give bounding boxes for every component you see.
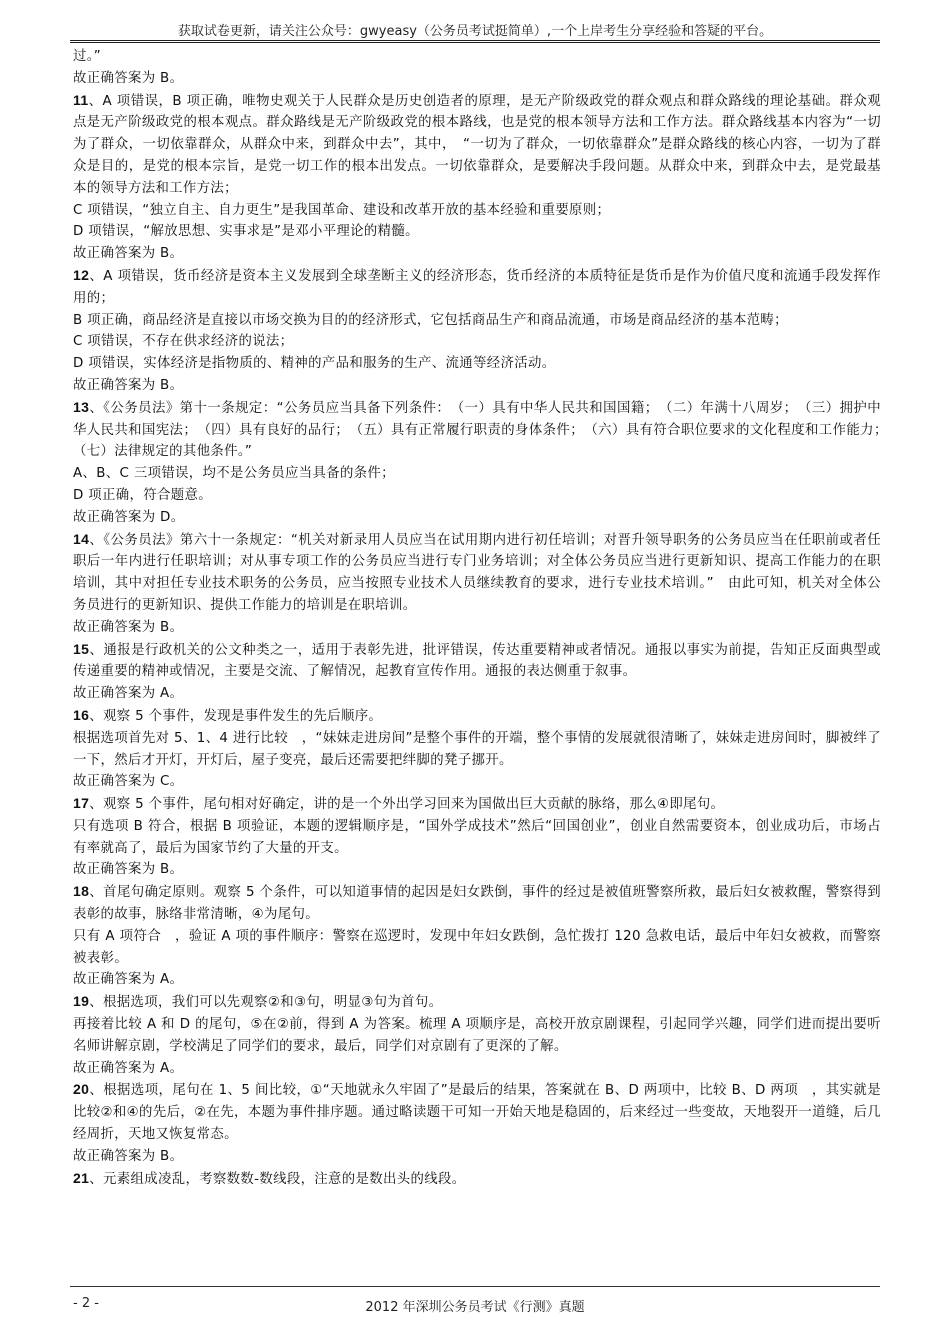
paragraph-text: 故正确答案为 A。	[73, 972, 184, 988]
explanation-line	[73, 926, 881, 970]
paragraph-text: D 项错误，实体经济是指物质的、精神的产品和服务的生产、流通等经济活动。	[73, 356, 556, 372]
explanation-line	[73, 1014, 881, 1058]
paragraph-text: 故正确答案为 B。	[73, 246, 184, 262]
question-number: 17	[73, 795, 90, 812]
paragraph-text: 故正确答案为 B。	[73, 619, 184, 635]
paragraph-text: C 项错误，“独立自主、自力更生”是我国革命、建设和改革开放的基本经验和重要原则；	[73, 202, 611, 218]
header-divider	[70, 40, 880, 43]
paragraph-text: 、首尾句确定原则。观察 5 个条件，可以知道事情的起因是妇女跌倒，事件的经过是被值班警察所救，最后妇女被救醒，警察得到表彰的故事，脉络非常清晰，④为尾句。	[73, 885, 881, 923]
footer-title: 2012 年深圳公务员考试《行测》真题	[365, 1300, 585, 1315]
explanation-line	[73, 485, 881, 507]
paragraph-text: 、观察 5 个事件，发现是事件发生的先后顺序。	[89, 708, 383, 724]
question-number: 14	[73, 530, 90, 547]
question-number: 12	[73, 266, 90, 283]
explanation-line	[73, 771, 881, 793]
paragraph-text: C 项错误，不存在供求经济的说法；	[73, 334, 294, 350]
explanation-line	[73, 200, 881, 222]
paragraph-text: 故正确答案为 B。	[73, 1148, 184, 1164]
paragraph-text: 、观察 5 个事件，尾句相对好确定，讲的是一个外出学习回来为国做出巨大贡献的脉络，那么④即尾句。	[89, 797, 725, 813]
header-notice: 获取试卷更新，请关注公众号：gwyeasy（公务员考试挺简单）,一个上岸考生分享经验和答疑的平台。	[177, 24, 773, 39]
paragraph-text: D 项错误，“解放思想、实事求是”是邓小平理论的精髓。	[73, 224, 419, 240]
explanation-line	[73, 375, 881, 397]
question-number: 15	[73, 640, 90, 657]
question-explanation	[73, 397, 895, 463]
question-explanation	[73, 265, 881, 310]
question-explanation	[73, 991, 881, 1014]
explanation-line	[73, 463, 881, 485]
explanation-line	[73, 46, 881, 68]
paragraph-text: 故正确答案为 A。	[73, 1060, 184, 1076]
paragraph-text: D 项正确，符合题意。	[73, 487, 212, 503]
question-explanation	[73, 90, 881, 200]
paragraph-text: 只有选项 B 符合，根据 B 项验证，本题的逻辑顺序是，“国外学成技术”然后“回国创业”，创业自然需要资本，创业成功后，市场占有率就高了，最后为国家节约了大量的开支。	[73, 818, 881, 856]
question-number: 21	[73, 1169, 90, 1186]
explanation-line	[73, 353, 881, 375]
question-explanation	[73, 1168, 881, 1191]
explanation-line	[73, 221, 881, 243]
paragraph-text: 再接着比较 A 和 D 的尾句，⑤在②前，得到 A 为答案。梳理 A 项顺序是，高校开放京剧课程，引起同学兴趣，同学们进而提出要听名师讲解京剧，学校满足了同学们的要求，最后，同学们对京剧有了更深的了解。	[73, 1017, 881, 1054]
question-explanation	[73, 639, 881, 684]
paragraph-text: B 项正确，商品经济是直接以市场交换为目的的经济形式，它包括商品生产和商品流通，市场是商品经济的基本范畴；	[73, 312, 788, 328]
paragraph-text: 故正确答案为 C。	[73, 774, 184, 790]
question-number: 13	[73, 398, 90, 415]
paragraph-text: 只有 A 项符合 ，验证 A 项的事件顺序：警察在巡逻时，发现中年妇女跌倒，急忙拨打 120 急救电话，最后中年妇女被救，而警察被表彰。	[73, 928, 881, 966]
explanation-line	[73, 1146, 881, 1168]
paragraph-text: 过。”	[73, 49, 102, 64]
question-explanation	[73, 705, 881, 728]
explanation-line	[73, 969, 881, 991]
answer-explanations	[73, 46, 895, 1190]
paragraph-text: 、根据选项，我们可以先观察②和③句，明显③句为首句。	[89, 995, 443, 1011]
question-number: 16	[73, 706, 90, 723]
explanation-line	[73, 331, 881, 353]
paragraph-text: 故正确答案为 B。	[73, 862, 184, 878]
question-explanation	[73, 1079, 881, 1145]
paragraph-text: 、A 项错误，B 项正确，唯物史观关于人民群众是历史创造者的原理，是无产阶级政党的群众观点和群众路线的理论基础。群众观点是无产阶级政党的根本观点。群众路线是无产阶级政党的根本路线，也是党的根本领导方法和工作方法。群众路线基本内容为“一切为了群众，一切依靠群众，从群众中来，到群众中去”，其中， “一切为了群众，一切依靠群众”是群众路线的核心内容，一切为了群众是目的，是党的根本宗旨，是党一切工作的根本出发点。一切依靠群众，是要解决手段问题。从群众中来，到群众中去，是党最基本的领导方法和工作方法；	[73, 93, 881, 196]
paragraph-text: 故正确答案为 A。	[73, 686, 184, 702]
explanation-line	[73, 68, 881, 90]
paragraph-text: 根据选项首先对 5、1、4 进行比较 ，“妹妹走进房间”是整个事件的开端，整个事情的发展就很清晰了，妹妹走进房间时，脚被绊了一下，然后才开灯，开灯后，屋子变亮，最后还需要把绊脚的凳子挪开。	[73, 730, 881, 768]
page-number: - 2 -	[73, 1296, 99, 1311]
question-explanation	[73, 529, 881, 617]
question-number: 11	[73, 91, 89, 108]
explanation-line	[73, 683, 881, 705]
explanation-line	[73, 310, 881, 332]
paragraph-text: 、A 项错误，货币经济是资本主义发展到全球垄断主义的经济形态，货币经济的本质特征是货币是作为价值尺度和流通手段发挥作用的；	[73, 268, 881, 306]
footer-divider	[70, 1286, 880, 1287]
paragraph-text: A、B、C 三项错误，均不是公务员应当具备的条件；	[73, 466, 395, 482]
paragraph-text: 、根据选项，尾句在 1、5 间比较，①“天地就永久牢固了”是最后的结果，答案就在 B、D 两项中，比较 B、D 两项 ，其实就是比较②和④的先后，②在先，本题为事件排序题。通过略读题干可知一开始天地是稳固的，后来经过一些变故，天地裂开一道缝，后几经周折，天地又恢复常态。	[73, 1083, 881, 1143]
explanation-line	[73, 243, 881, 265]
explanation-line	[73, 728, 881, 772]
paragraph-text: 、《公务员法》第十一条规定：“公务员应当具备下列条件： （一）具有中华人民共和国国籍； （二）年满十八周岁； （三）拥护中华人民共和国宪法； （四）具有良好的品行； （五）具有正常履行职责的身体条件； （六）具有符合职位要求的文化程度和工作能力； （七）法律规定的其他条件。”	[73, 400, 895, 460]
question-number: 19	[73, 993, 90, 1010]
question-explanation	[73, 793, 881, 816]
question-number: 18	[73, 883, 90, 900]
paragraph-text: 、《公务员法》第六十一条规定：“机关对新录用人员应当在试用期内进行初任培训；对晋升领导职务的公务员应当在任职前或者任职后一年内进行任职培训；对从事专项工作的公务员应当进行专门业务培训；对全体公务员应当进行更新知识、提高工作能力的在职培训，其中对担任专业技术职务的公务员，应当按照专业技术人员继续教育的要求，进行专业技术培训。” 由此可知，机关对全体公务员进行的更新知识、提供工作能力的培训是在职培训。	[73, 532, 881, 613]
explanation-line	[73, 617, 881, 639]
paragraph-text: 故正确答案为 B。	[73, 377, 184, 393]
paragraph-text: 故正确答案为 D。	[73, 509, 185, 525]
question-number: 20	[73, 1081, 90, 1098]
paragraph-text: 故正确答案为 B。	[73, 70, 184, 86]
explanation-line	[73, 816, 881, 860]
explanation-line	[73, 507, 881, 529]
question-explanation	[73, 881, 881, 926]
explanation-line	[73, 859, 881, 881]
paragraph-text: 、元素组成凌乱，考察数数-数线段，注意的是数出头的线段。	[89, 1171, 466, 1187]
explanation-line	[73, 1058, 881, 1080]
paragraph-text: 、通报是行政机关的公文种类之一，适用于表彰先进，批评错误，传达重要精神或者情况。通报以事实为前提，告知正反面典型或传递重要的精神或情况，主要是交流、了解情况，起教育宣传作用。通报的表达侧重于叙事。	[73, 642, 881, 680]
